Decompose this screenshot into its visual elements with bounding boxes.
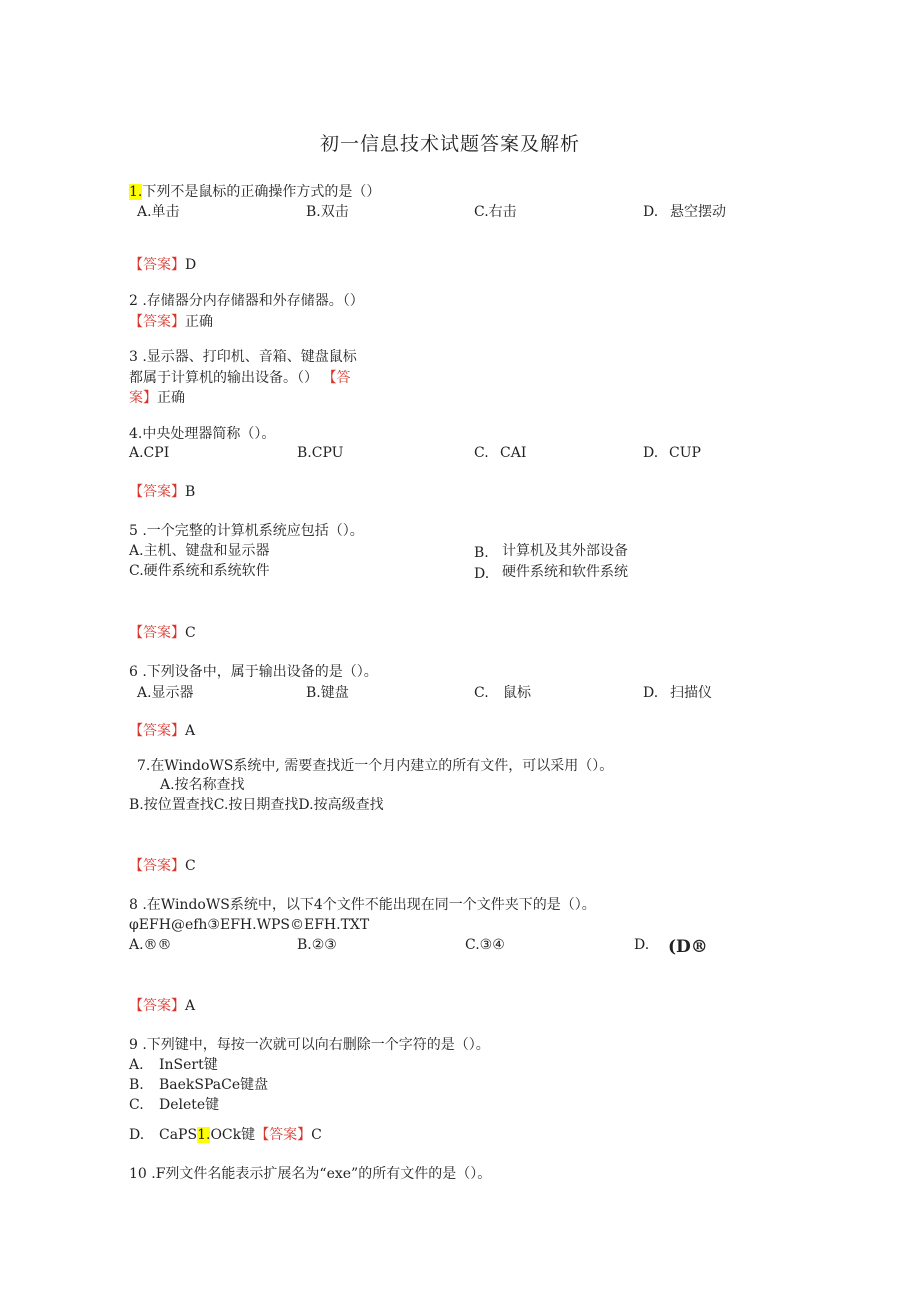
question-1-answer bbox=[129, 256, 196, 274]
question-9-option-b-label: B. bbox=[129, 1077, 144, 1093]
question-9-option-d-pre: CaPS bbox=[159, 1127, 198, 1143]
question-1-number: 1. bbox=[129, 184, 143, 200]
question-8-file-list: φEFH@efh③EFH.WPS©EFH.TXT bbox=[129, 917, 370, 933]
question-9-option-c: Delete键 bbox=[159, 1097, 220, 1113]
answer-tag-part-1: 【答 bbox=[322, 370, 351, 386]
question-7-options-bcd: B.按位置查找C.按日期查找D.按高级查找 bbox=[129, 797, 384, 813]
question-4-answer bbox=[129, 483, 195, 501]
answer-tag: 【答案】 bbox=[129, 314, 185, 330]
question-9-option-d-label: D. bbox=[129, 1127, 145, 1143]
answer-tag-part-2: 案】 bbox=[129, 390, 157, 406]
answer-value: B bbox=[185, 484, 196, 500]
answer-value: C bbox=[185, 858, 196, 874]
answer-value: 正确 bbox=[157, 390, 185, 406]
question-6-option-d: 扫描仪 bbox=[670, 685, 712, 701]
question-3-answer bbox=[129, 389, 185, 407]
answer-value: A bbox=[185, 723, 196, 739]
question-5-stem: 5 .一个完整的计算机系统应包括（）。 bbox=[129, 523, 364, 539]
question-9-option-d-highlight: 1. bbox=[197, 1127, 211, 1143]
answer-tag: 【答案】 bbox=[255, 1127, 312, 1143]
question-8-option-d-label: D. bbox=[634, 937, 650, 953]
question-4-option-d-label: D. bbox=[643, 445, 659, 461]
question-5-option-b: 计算机及其外部设备 bbox=[502, 543, 628, 559]
answer-value: C bbox=[185, 625, 196, 641]
question-9-option-d-post: OCk键 bbox=[210, 1127, 256, 1143]
answer-tag: 【答案】 bbox=[129, 625, 185, 641]
answer-value: 正确 bbox=[185, 314, 213, 330]
question-5-option-a: A.主机、键盘和显示器 bbox=[129, 543, 270, 559]
answer-tag: 【答案】 bbox=[129, 257, 185, 273]
question-4-option-c: CAI bbox=[500, 445, 527, 461]
answer-tag: 【答案】 bbox=[129, 723, 185, 739]
question-2-answer bbox=[129, 313, 213, 331]
question-9-option-c-label: C. bbox=[129, 1097, 144, 1113]
answer-tag: 【答案】 bbox=[129, 484, 185, 500]
question-10-stem: 10 .F列文件名能表示扩展名为“exe”的所有文件的是（）。 bbox=[129, 1166, 492, 1182]
question-5-option-d-label: D. bbox=[474, 566, 490, 582]
question-4-stem: 4.中央处理器简称（）。 bbox=[129, 426, 276, 442]
answer-value: A bbox=[185, 998, 196, 1014]
question-8-option-a: A.®® bbox=[129, 937, 172, 953]
question-5-option-c: C.硬件系统和系统软件 bbox=[129, 563, 270, 579]
question-7-stem: 7.在WindoWS系统中, 需要查找近一个月内建立的所有文件，可以采用（）。 bbox=[137, 758, 614, 774]
answer-tag: 【答案】 bbox=[129, 858, 185, 874]
question-9-option-d-with-answer bbox=[159, 1126, 322, 1144]
question-1-option-d: 悬空摆动 bbox=[670, 204, 726, 220]
question-3-text: 都属于计算机的输出设备。（） bbox=[129, 370, 318, 386]
question-8-option-d: (D® bbox=[668, 937, 708, 957]
question-6-answer bbox=[129, 722, 195, 740]
question-7-answer bbox=[129, 857, 196, 875]
question-5-option-b-label: B. bbox=[474, 545, 489, 561]
question-6-option-d-label: D. bbox=[643, 685, 659, 701]
question-1-text: 下列不是鼠标的正确操作方式的是（） bbox=[142, 184, 381, 200]
question-6-option-c: 鼠标 bbox=[503, 685, 531, 701]
question-1-stem bbox=[129, 183, 380, 201]
question-8-answer bbox=[129, 997, 195, 1015]
question-5-answer bbox=[129, 624, 196, 642]
question-6-option-b: B.键盘 bbox=[306, 685, 349, 701]
question-9-option-a-label: A. bbox=[129, 1057, 144, 1073]
question-1-option-a: A.单击 bbox=[137, 204, 180, 220]
question-6-option-c-label: C. bbox=[474, 685, 489, 701]
answer-value: C bbox=[311, 1127, 322, 1143]
question-4-option-a: A.CPI bbox=[129, 445, 170, 461]
question-2-stem: 2 .存储器分内存储器和外存储器。（） bbox=[129, 293, 364, 309]
answer-tag: 【答案】 bbox=[129, 998, 185, 1014]
question-4-option-d: CUP bbox=[669, 445, 701, 461]
question-6-stem: 6 .下列设备中，属于输出设备的是（）。 bbox=[129, 664, 378, 680]
answer-value: D bbox=[185, 257, 197, 273]
question-5-option-d: 硬件系统和软件系统 bbox=[502, 564, 628, 580]
question-3-stem-line-1: 3 .显示器、打印机、音箱、键盘鼠标 bbox=[129, 349, 357, 365]
question-4-option-c-label: C. bbox=[474, 445, 489, 461]
question-7-option-a: A.按名称查找 bbox=[160, 777, 245, 793]
question-9-option-b: BaekSPaCe键盘 bbox=[159, 1077, 269, 1093]
question-1-option-b: B.双击 bbox=[306, 204, 349, 220]
question-9-stem: 9 .下列键中，每按一次就可以向右删除一个字符的是（）。 bbox=[129, 1037, 490, 1053]
question-8-option-b: B.②③ bbox=[297, 937, 337, 953]
question-1-option-c: C.右击 bbox=[474, 204, 517, 220]
question-3-stem-line-2 bbox=[129, 369, 350, 387]
question-9-option-a: InSert键 bbox=[159, 1057, 218, 1073]
question-4-option-b: B.CPU bbox=[297, 445, 344, 461]
question-8-stem: 8 .在WindoWS系统中，以下4个文件不能出现在同一个文件夹下的是（）。 bbox=[129, 897, 596, 913]
question-6-option-a: A.显示器 bbox=[137, 685, 194, 701]
page-title: 初一信息技术试题答案及解析 bbox=[320, 133, 581, 155]
question-8-option-c: C.③④ bbox=[465, 937, 505, 953]
question-1-option-d-label: D. bbox=[643, 204, 659, 220]
